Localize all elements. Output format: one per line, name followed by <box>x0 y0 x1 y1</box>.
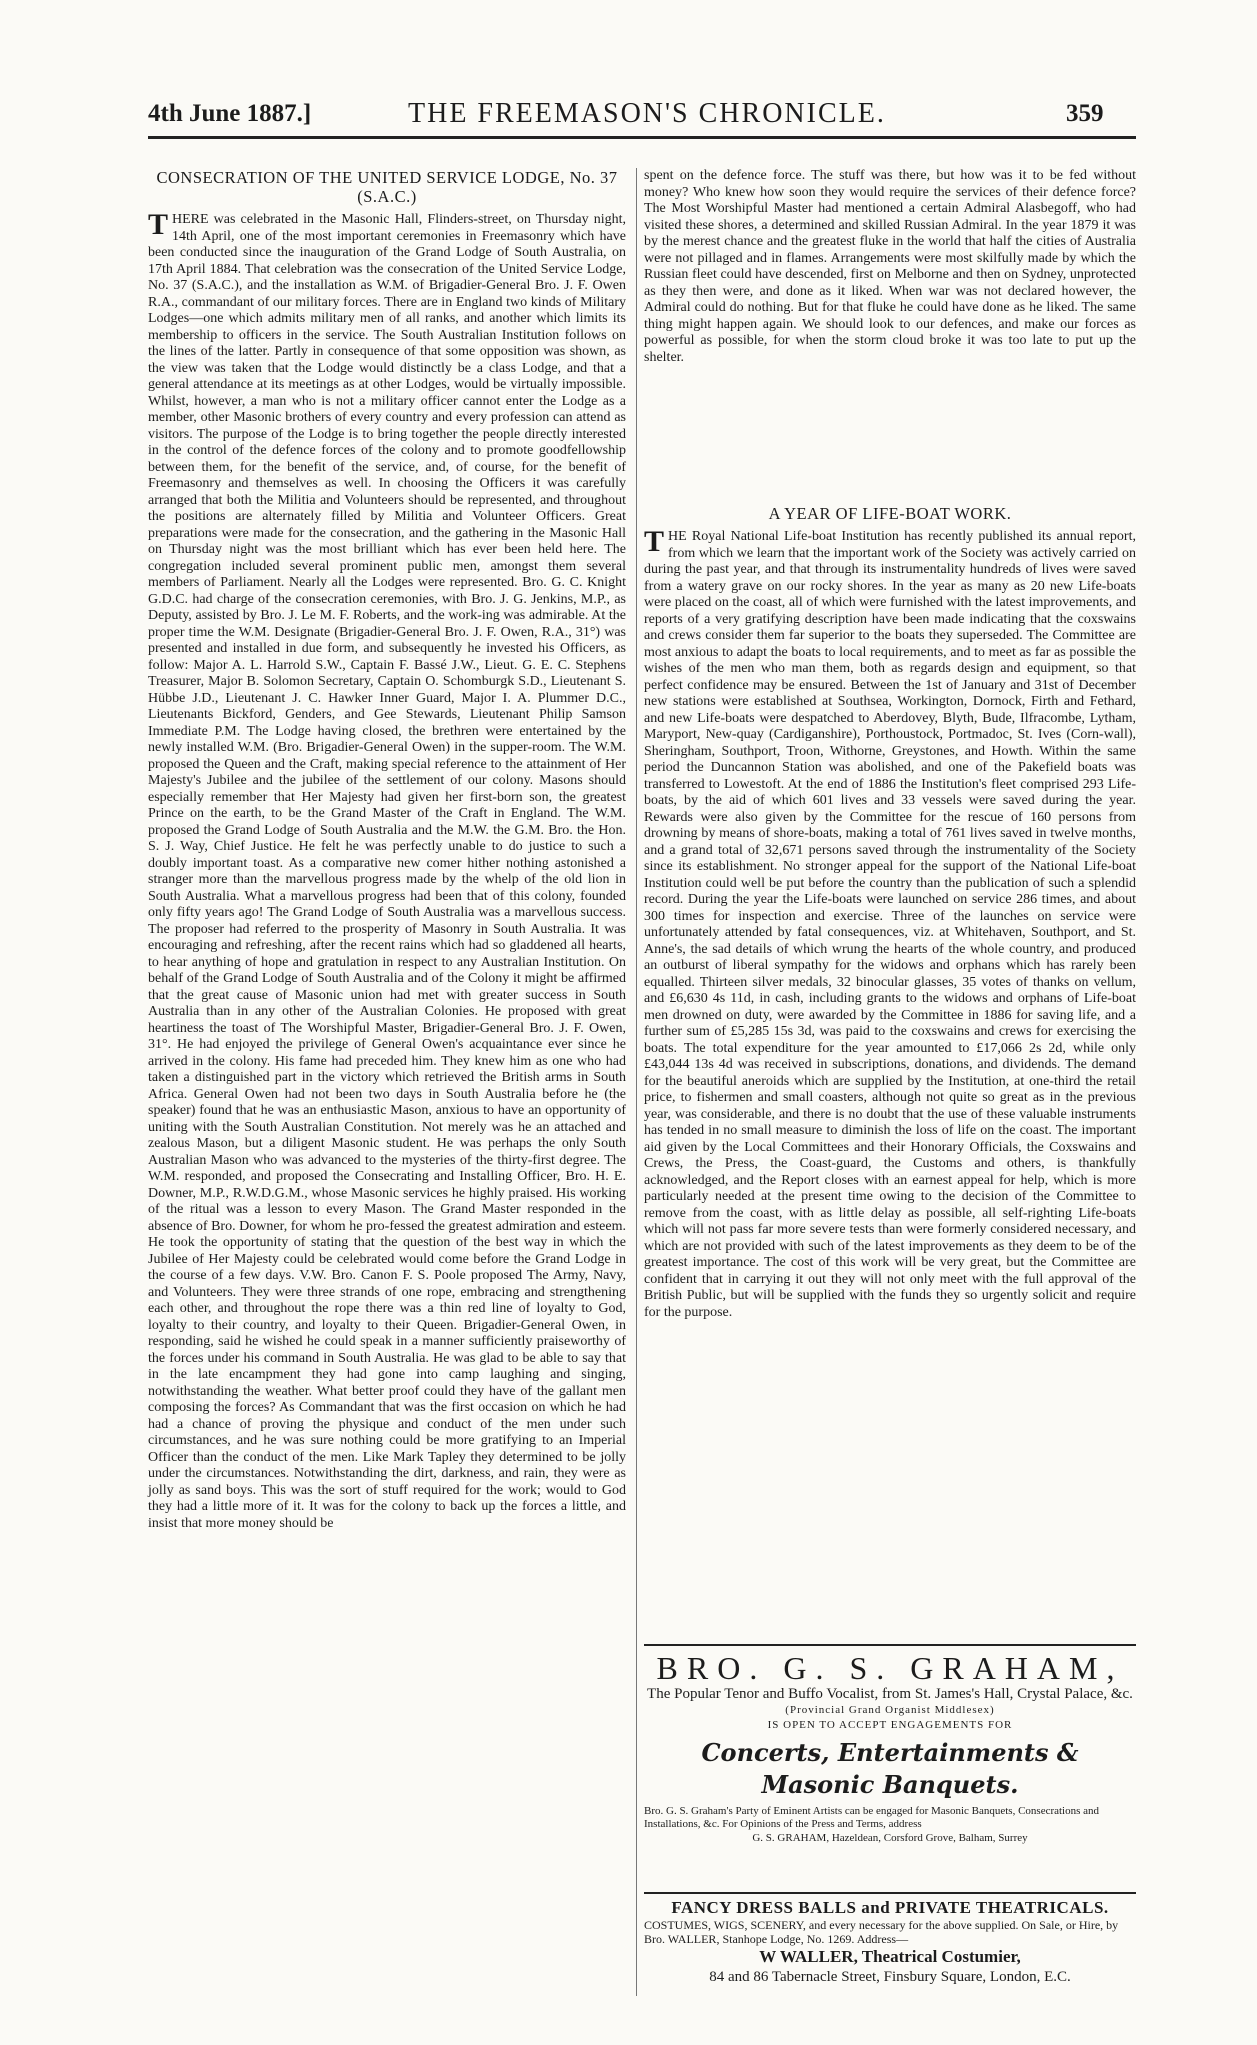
advert2-address: 84 and 86 Tabernacle Street, Finsbury Square, London, E.C. <box>709 1969 1071 1985</box>
right-column-continuation <box>644 168 1136 366</box>
advert1-address: G. S. GRAHAM, Hazeldean, Corsford Grove, Balham, Surrey <box>752 1832 1028 1844</box>
masthead-date: 4th June 1887.] <box>148 100 312 127</box>
advert2-name: W WALLER, Theatrical Costumier, <box>759 1947 1021 1966</box>
article1-heading: CONSECRATION OF THE UNITED SERVICE LODGE, No. 37 (S.A.C.) <box>156 168 618 206</box>
article2-heading: A YEAR OF LIFE-BOAT WORK. <box>768 504 1012 523</box>
advert1-services: Concerts, Entertainments & Masonic Banquets. <box>701 1738 1079 1799</box>
advert1-open: IS OPEN TO ACCEPT ENGAGEMENTS FOR <box>767 1719 1013 1731</box>
advert2-heading: FANCY DRESS BALLS and PRIVATE THEATRICALS. <box>671 1898 1109 1917</box>
waller-advert <box>644 1888 1136 1986</box>
advert1-note: Bro. G. S. Graham's Party of Eminent Artists can be engaged for Masonic Banquets, Consecrations and Installations, &c. For Opinions of the Press and Terms, address <box>644 1805 1100 1830</box>
advert1-organist: (Provincial Grand Organist Middlesex) <box>785 1704 995 1716</box>
article1-dropcap: T <box>148 208 169 241</box>
article1-body <box>148 208 626 1532</box>
article2-body <box>644 525 1136 1321</box>
article1-continuation: spent on the defence force. The stuff was there, but how was it to be fed without money? Who knew how soon they would require the services of their defence force? The Most Worshipful Master had mentioned a certain Admiral Alasbegoff, who had visited these shores, a determined and skilled Russian Admiral. In the year 1879 it was by the merest chance and the greatest fluke in the world that half the cities of Australia were not pillaged and in flames. Arrangements were most skilfully made by which the Russian fleet could have descended, first on Melborne and then on Sydney, unprotected as they then were, and done as it liked. When war was not declared however, the Admiral could do nothing. But for that fluke he could have done as he liked. The same thing might happen again. We should look to our defences, and make our forces as powerful as possible, for when the storm cloud broke it was too late to put up the shelter. <box>644 168 1136 365</box>
article1-text: HERE was celebrated in the Masonic Hall, Flinders-street, on Thursday night, 14th April, one of the most important ceremonies in Freemasonry which have been conducted since the inauguration of the Grand Lodge of South Australia, on 17th April 1884. That celebration was the consecration of the United Service Lodge, No. 37 (S.A.C.), and the installation as W.M. of Brigadier-General Bro. J. F. Owen R.A., commandant of our military forces. There are in England two kinds of Military Lodges—one which admits military men of all ranks, and another which limits its membership to officers in the service. The South Australian Institution follows on the lines of the latter. Partly in consequence of that some opposition was shown, as the view was taken that the Lodge would distinctly be a class Lodge, and that a general attendance at its meetings as at other Lodges, would be virtually impossible. Whilst, however, a man who is not a military officer cannot enter the Lodge as a member, other Masonic brothers of every country and every profession can attend as visitors. The purpose of the Lodge is to bring together the people directly interested in the control of the defence forces of the colony and to promote goodfellowship between them, for the benefit of the service, and, of course, for the benefit of Freemasonry and themselves as well. In choosing the Officers it was carefully arranged that both the Militia and Volunteers should be represented, and throughout the positions are alternately filled by Militia and Volunteer Officers. Great preparations were made for the consecration, and the gathering in the Masonic Hall on Thursday night was the most brilliant which has ever been held here. The congregation included several prominent public men, amongst them several members of Parliament. Nearly all the Lodges were represented. Bro. G. C. Knight G.D.C. had charge of the consecration ceremonies, with Bro. J. G. Jenkins, M.P., as Deputy, assisted by Bro. J. Le M. F. Roberts, and the work-ing was admirable. At the proper time the W.M. Designate (Brigadier-General Bro. J. F. Owen, R.A., 31°) was presented and installed in due form, and subsequently he invested his Officers, as follow: Major A. L. Harrold S.W., Captain F. Bassé J.W., Lieut. G. E. C. Stephens Treasurer, Major B. Solomon Secretary, Captain O. Schomburgk S.D., Lieutenant S. Hübbe J.D., Lieutenant J. C. Hawker Inner Guard, Major I. A. Plummer D.C., Lieutenants Bickford, Genders, and Gee Stewards, Lieutenant Philip Samson Immediate P.M. The Lodge having closed, the brethren were entertained by the newly installed W.M. (Bro. Brigadier-General Owen) in the supper-room. The W.M. proposed the Queen and the Craft, making special reference to the attainment of Her Majesty's Jubilee and the jubilee of the settlement of our colony. Masons should especially remember that Her Majesty had given her first-born son, the greatest Prince on the earth, to be the Grand Master of the Craft in England. The W.M. proposed the Grand Lodge of South Australia and the M.W. the G.M. Bro. the Hon. S. J. Way, Chief Justice. He felt he was perfectly unable to do justice to such a doubly important toast. As a comparative new comer hither nothing astonished a stranger more than the marvellous progress made by the whelp of the old lion in South Australia. What a marvellous progress had been that of this colony, founded only fifty years ago! The Grand Lodge of South Australia was a marvellous success. The proposer had referred to the prosperity of Masonry in South Australia. It was encouraging and refreshing, after the recent rains which had so gladdened all hearts, to hear anything of hope and gratulation in respect to any Australian Institution. On behalf of the Grand Lodge of South Australia and of the Colony it might be affirmed that the great cause of Masonic union had met with greater success in South Australia than in any other of the Australian Colonies. He proposed with great heartiness the toast of The Worshipful Master, Brigadier-General Bro. J. F. Owen, 31°. He had enjoyed the privilege of General Owen's acquaintance ever since he arrived in the colony. His fame had preceded him. They knew him as one who had taken a distinguished part in the victory which retrieved the British arms in South Africa. General Owen had not been two days in South Australia before he (the speaker) found that he was an enthusiastic Mason, anxious to have an opportunity of uniting with the South Australian Constitution. Not merely was he an attached and zealous Mason, but a diligent Masonic student. He was perhaps the only South Australian Mason who was advanced to the mysteries of the thirty-first degree. The W.M. responded, and proposed the Consecrating and Installing Officer, Bro. H. E. Downer, M.P., R.W.D.G.M., whose Masonic services he highly praised. His working of the ritual was a lesson to every Mason. The Grand Master responded in the absence of Bro. Downer, for whom he pro-fessed the greatest admiration and esteem. He took the opportunity of stating that the question of the best way in which the Jubilee of Her Majesty could be celebrated would come before the Grand Lodge in the course of a few days. V.W. Bro. Canon F. S. Poole proposed The Army, Navy, and Volunteers. They were three strands of one rope, embracing and strengthening each other, and throughout the rope there was a thin red line of loyalty to God, loyalty to their country, and loyalty to their Queen. Brigadier-General Owen, in responding, said he wished he could speak in a manner sufficiently praiseworthy of the forces under his command in South Australia. He was glad to be able to say that in the late encampment they had gone into camp laughing and singing, notwithstanding the weather. What better proof could they have of the gallant men composing the forces? As Commandant that was the first occasion on which he had had a chance of proving the physique and conduct of the men under such circumstances, and he was sure nothing could be more gratifying to an Imperial Officer than the conduct of the men. Like Mark Tapley they determined to be jolly under the circumstances. Notwithstanding the dirt, darkness, and rain, they were as jolly as sand boys. This was the sort of stuff required for the work; would to God they had a little more of it. It was for the colony to back up the forces a little, and insist that more money should be <box>148 212 626 1531</box>
advert-rule <box>644 1892 1136 1894</box>
advert-rule <box>644 1644 1136 1646</box>
article2-dropcap: T <box>644 525 665 558</box>
masthead-page-number: 359 <box>1066 100 1104 127</box>
masthead-title: THE FREEMASON'S CHRONICLE. <box>408 98 886 129</box>
left-column <box>148 168 626 1532</box>
column-divider <box>636 168 637 1996</box>
right-column-article2 <box>644 504 1136 1321</box>
advert1-tagline: The Popular Tenor and Buffo Vocalist, from St. James's Hall, Crystal Palace, &c. <box>647 1686 1133 1702</box>
graham-advert <box>644 1640 1136 1845</box>
masthead-rule <box>148 136 1136 139</box>
advert2-body: COSTUMES, WIGS, SCENERY, and every necessary for the above supplied. On Sale, or Hire, by Bro. WALLER, Stanhope Lodge, No. 1269. Address— <box>644 1918 1119 1946</box>
article2-text: HE Royal National Life-boat Institution has recently published its annual report, from which we learn that the important work of the Society was actively carried on during the past year, and that through its instrumentality hundreds of lives were saved from a watery grave on our rocky shores. In the year as many as 20 new Life-boats were placed on the coast, all of which were furnished with the latest improvements, and reports of a very gratifying description have been made indicating that the coxswains and crews consider them far superior to the boats they superseded. The Committee are most anxious to adapt the boats to local requirements, and to meet as far as possible the wishes of the men who man them, both as regards design and equipment, so that perfect confidence may be ensured. Between the 1st of January and 31st of December new stations were established at Southsea, Workington, Dornock, Firth and Fethard, and new Life-boats were despatched to Aberdovey, Blyth, Bude, Ilfracombe, Lytham, Maryport, New-quay (Cardiganshire), Porthoustock, Portmadoc, St. Ives (Corn-wall), Sheringham, Southport, Troon, Withorne, Greystones, and Howth. Within the same period the Duncannon Station was abolished, and one of the Pakefield boats was transferred to Lowestoft. At the end of 1886 the Institution's fleet comprised 293 Life-boats, by the aid of which 601 lives and 33 vessels were saved during the year. Rewards were also given by the Committee for the rescue of 160 persons from drowning by means of shore-boats, making a total of 761 lives saved in twelve months, and a grand total of 32,671 persons saved through the instrumentality of the Society since its establishment. No stronger appeal for the support of the National Life-boat Institution could well be put before the country than the publication of such a splendid record. During the year the Life-boats were launched on service 286 times, and about 300 times for inspection and exercise. Three of the launches on service were unfortunately attended by fatal consequences, viz. at Whitehaven, Southport, and St. Anne's, the sad details of which wrung the hearts of the whole country, and produced an outburst of liberal sympathy for the widows and orphans which has rarely been equalled. Thirteen silver medals, 32 binocular glasses, 35 votes of thanks on vellum, and £6,630 4s 11d, in cash, including grants to the widows and orphans of Life-boat men drowned on duty, were awarded by the Committee in 1886 for saving life, and a further sum of £5,285 15s 3d, was paid to the coxswains and crews for exercising the boats. The total expenditure for the year amounted to £17,066 2s 2d, while only £43,044 13s 4d was received in subscriptions, donations, and dividends. The demand for the beautiful aneroids which are supplied by the Institution, at one-third the retail price, to fishermen and small coasters, although not quite so great as in the previous year, was considerable, and there is no doubt that the use of these valuable instruments has tended in no small measure to diminish the loss of life on the coast. The important aid given by the Local Committees and their Honorary Officials, the Coxswains and Crews, the Press, the Coast-guard, the Customs and others, is thankfully acknowledged, and the Report closes with an earnest appeal for help, which is more particularly needed at the present time owing to the decision of the Committee to remove from the coast, with as little delay as possible, all self-righting Life-boats which will not pass far more severe tests than were formerly considered necessary, and which are not provided with such of the latest improvements as they deem to be of the greatest importance. The cost of this work will be very great, but the Committee are confident that in carrying it out they will not only meet with the full approval of the British Public, but will be supplied with the funds they so urgently solicit and require for the purpose. <box>644 529 1136 1320</box>
advert1-name: BRO. G. S. GRAHAM, <box>656 1650 1124 1686</box>
